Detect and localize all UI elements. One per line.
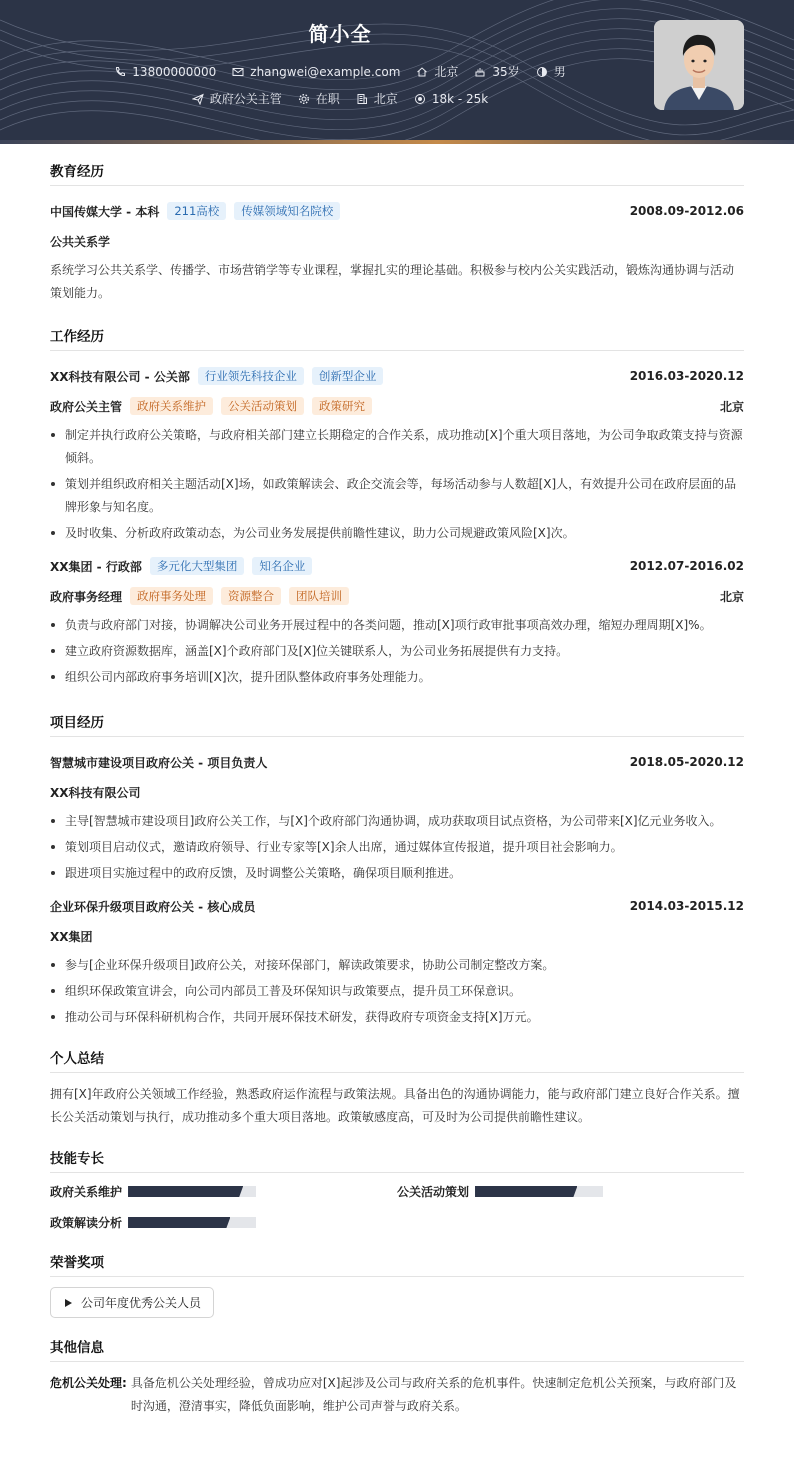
position-item [192, 90, 282, 107]
work-entry [50, 361, 744, 545]
location-item [416, 63, 458, 80]
resume-body [50, 160, 744, 1418]
project-org: XX集团 [50, 929, 93, 944]
skill-item [397, 1183, 744, 1200]
projects-section [50, 711, 744, 1029]
project-date: 2014.03-2015.12 [629, 899, 744, 913]
school-name: 中国传媒大学 - 本科 [50, 204, 160, 219]
project-header-row [50, 891, 744, 921]
gender-item [536, 63, 566, 80]
header-accent-stripe [0, 140, 794, 144]
phone-icon [114, 66, 126, 78]
mail-icon [232, 66, 244, 78]
other-section [50, 1336, 744, 1418]
candidate-name: 简小全 [308, 22, 372, 46]
role-row [50, 391, 744, 421]
education-section [50, 160, 744, 305]
job-bullets [50, 424, 744, 545]
list-item: 推动公司与环保科研机构合作，共同开展环保技术研发，获得政府专项资金支持[X]万元。 [50, 1006, 744, 1029]
role-title: 政府公关主管 [50, 399, 123, 414]
company-tag: 创新型企业 [312, 367, 384, 385]
major-row [50, 226, 744, 256]
company-row [50, 551, 744, 581]
school-tag: 211高校 [167, 202, 226, 220]
list-item: 组织环保政策宣讲会，向公司内部员工普及环保知识与政策要点，提升员工环保意识。 [50, 980, 744, 1003]
other-text: 具备危机公关处理经验，曾成功应对[X]起涉及公司与政府关系的危机事件。快速制定危机公关预案，与政府部门及时沟通，澄清事实，降低负面影响，维护公司声誉与政府关系。 [130, 1376, 737, 1413]
work-section [50, 325, 744, 689]
phone-item [114, 63, 216, 80]
project-bullets [50, 810, 744, 885]
job-bullets [50, 614, 744, 689]
list-item: 跟进项目实施过程中的政府反馈，及时调整公关策略，确保项目顺利推进。 [50, 862, 744, 885]
list-item: 制定并执行政府公关策略，与政府相关部门建立长期稳定的合作关系，成功推动[X]个重大项目落地，为公司争取政策支持与资源倾斜。 [50, 424, 744, 470]
skill-name: 公关活动策划 [397, 1185, 470, 1199]
project-entry [50, 747, 744, 885]
role-tag: 团队培训 [289, 587, 349, 605]
list-item: 参与[企业环保升级项目]政府公关，对接环保部门，解读政策要求，协助公司制定整改方案。 [50, 954, 744, 977]
salary-item [414, 90, 488, 107]
job-date: 2016.03-2020.12 [629, 369, 744, 383]
skill-bar [128, 1186, 256, 1197]
position-text: 政府公关主管 [209, 92, 282, 106]
status-text: 在职 [315, 92, 340, 106]
company-tag: 知名企业 [252, 557, 312, 575]
company-name: XX集团 - 行政部 [50, 559, 142, 574]
company-name: XX科技有限公司 - 公关部 [50, 369, 190, 384]
skill-fill [128, 1186, 243, 1197]
project-bullets [50, 954, 744, 1029]
send-icon [192, 93, 204, 105]
company-row [50, 361, 744, 391]
skill-fill [128, 1217, 230, 1228]
role-tag: 政府事务处理 [130, 587, 213, 605]
city-item [356, 90, 398, 107]
list-item: 负责与政府部门对接，协调解决公司业务开展过程中的各类问题，推动[X]项行政审批事项高效办理，缩短办理周期[X]%。 [50, 614, 744, 637]
triangle-icon [63, 1298, 73, 1308]
education-description: 系统学习公共关系学、传播学、市场营销学等专业课程，掌握扎实的理论基础。积极参与校内公关实践活动，锻炼沟通协调与活动策划能力。 [50, 263, 735, 300]
avatar [654, 20, 744, 110]
summary-text: 拥有[X]年政府公关领域工作经验，熟悉政府运作流程与政策法规。具备出色的沟通协调能力，能与政府部门建立良好合作关系。擅长公关活动策划与执行，成功推动多个重大项目落地。政策敏感度高，可及时为公司提供前瞻性建议。 [50, 1087, 740, 1124]
list-item: 建立政府资源数据库，涵盖[X]个政府部门及[X]位关键联系人，为公司业务拓展提供有力支持。 [50, 640, 744, 663]
other-label: 危机公关处理: [50, 1376, 127, 1390]
project-header-row [50, 747, 744, 777]
education-date: 2008.09-2012.06 [629, 204, 744, 218]
home-icon [416, 66, 428, 78]
award-label: 公司年度优秀公关人员 [81, 1296, 202, 1310]
section-title: 教育经历 [50, 160, 744, 186]
skills-section [50, 1147, 744, 1231]
skill-fill [475, 1186, 577, 1197]
company-tag: 行业领先科技企业 [198, 367, 304, 385]
award-chip[interactable] [50, 1287, 214, 1318]
work-entry [50, 551, 744, 689]
section-title: 荣誉奖项 [50, 1251, 744, 1277]
city-text: 北京 [373, 92, 398, 106]
project-date: 2018.05-2020.12 [629, 755, 744, 769]
status-item [298, 90, 340, 107]
gear-icon [298, 93, 310, 105]
section-title: 工作经历 [50, 325, 744, 351]
list-item: 组织公司内部政府事务培训[X]次，提升团队整体政府事务处理能力。 [50, 666, 744, 689]
skills-grid [50, 1183, 744, 1231]
email-text: zhangwei@example.com [250, 64, 401, 79]
coin-icon [414, 93, 426, 105]
skill-bar [128, 1217, 256, 1228]
school-tag: 传媒领域知名院校 [234, 202, 340, 220]
role-row [50, 581, 744, 611]
location-text: 北京 [434, 65, 459, 79]
list-item: 主导[智慧城市建设项目]政府公关工作，与[X]个政府部门沟通协调，成功获取项目试点资格，为公司带来[X]亿元业务收入。 [50, 810, 744, 833]
project-org: XX科技有限公司 [50, 785, 141, 800]
role-tag: 资源整合 [221, 587, 281, 605]
gender-icon [536, 66, 548, 78]
list-item: 策划并组织政府相关主题活动[X]场，如政策解读会、政企交流会等，每场活动参与人数超[X]人，有效提升公司在政府层面的品牌形象与知名度。 [50, 473, 744, 519]
profile-photo [654, 20, 744, 110]
skill-item [50, 1214, 397, 1231]
job-location: 北京 [719, 399, 744, 414]
role-tag: 政策研究 [312, 397, 372, 415]
list-item: 策划项目启动仪式，邀请政府领导、行业专家等[X]余人出席，通过媒体宣传报道，提升项目社会影响力。 [50, 836, 744, 859]
job-location: 北京 [719, 589, 744, 604]
list-item: 及时收集、分析政府政策动态，为公司业务发展提供前瞻性建议，助力公司规避政策风险[X]次。 [50, 522, 744, 545]
summary-section [50, 1047, 744, 1129]
resume-header [0, 0, 794, 140]
skill-bar [475, 1186, 603, 1197]
age-text: 35岁 [492, 65, 520, 79]
section-title: 其他信息 [50, 1336, 744, 1362]
honors-section [50, 1251, 744, 1318]
email-item [232, 63, 400, 80]
role-tag: 政府关系维护 [130, 397, 213, 415]
company-tag: 多元化大型集团 [150, 557, 245, 575]
project-entry [50, 891, 744, 1029]
job-date: 2012.07-2016.02 [629, 559, 744, 573]
education-header-row [50, 196, 744, 226]
section-title: 项目经历 [50, 711, 744, 737]
role-title: 政府事务经理 [50, 589, 123, 604]
section-title: 个人总结 [50, 1047, 744, 1073]
project-name: 智慧城市建设项目政府公关 - 项目负责人 [50, 755, 268, 770]
project-org-row [50, 921, 744, 951]
salary-text: 18k - 25k [431, 91, 489, 106]
phone-text: 13800000000 [132, 64, 217, 79]
contact-row [0, 63, 680, 80]
cake-icon [474, 66, 486, 78]
project-name: 企业环保升级项目政府公关 - 核心成员 [50, 899, 256, 914]
role-tag: 公关活动策划 [221, 397, 304, 415]
project-org-row [50, 777, 744, 807]
skill-name: 政策解读分析 [50, 1216, 123, 1230]
skill-item [50, 1183, 397, 1200]
skill-name: 政府关系维护 [50, 1185, 123, 1199]
building-icon [356, 93, 368, 105]
job-intent-row [0, 90, 680, 107]
section-title: 技能专长 [50, 1147, 744, 1173]
major-name: 公共关系学 [50, 234, 111, 249]
other-info-row [50, 1372, 744, 1418]
gender-text: 男 [553, 65, 566, 79]
age-item [474, 63, 519, 80]
